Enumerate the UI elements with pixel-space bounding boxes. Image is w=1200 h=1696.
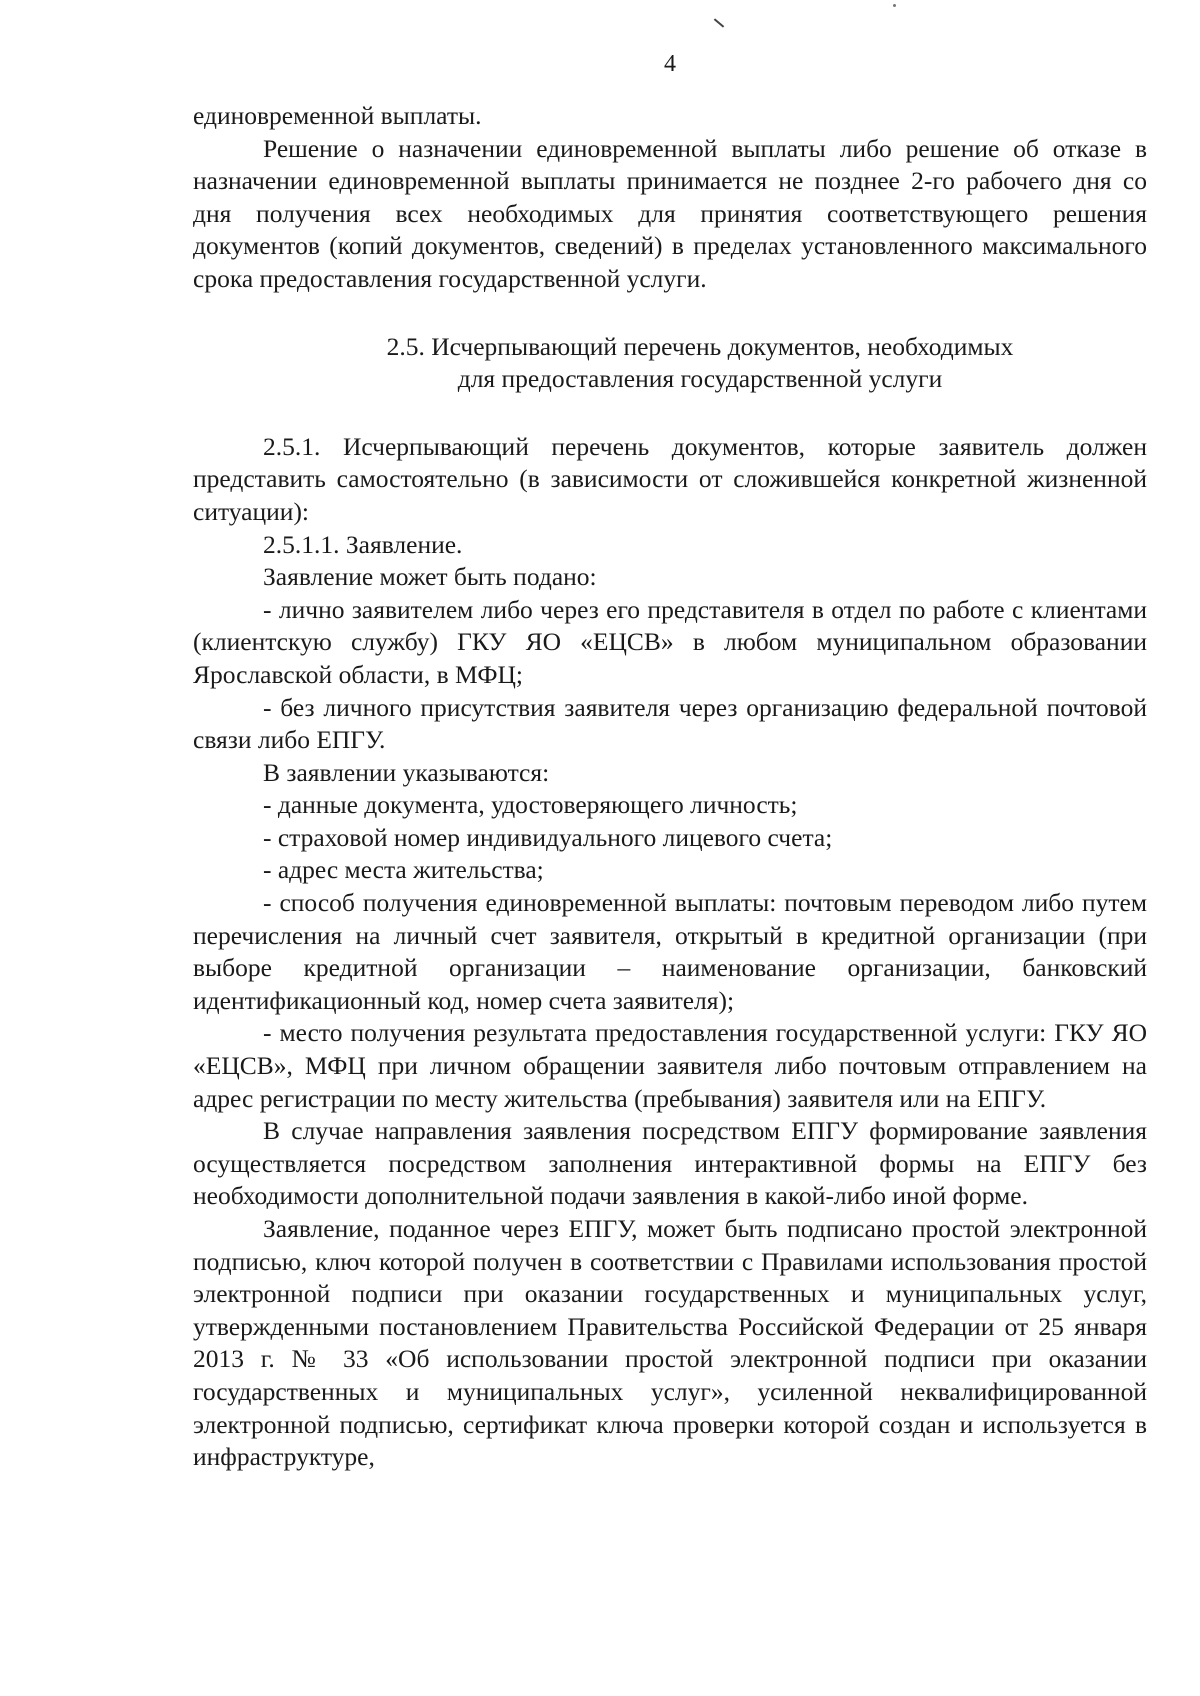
scan-artifact-mark <box>714 18 724 27</box>
paragraph-application-contents: В заявлении указываются: <box>263 757 550 787</box>
paragraph-electronic-signature: Заявление, поданное через ЕПГУ, может быть подписано простой электронной подписью, ключ которой получен в соответствии с Правилами использования простой электронной подписи при оказании государственных и муниципальных услуг, утвержденными постановлением Правительства Российской Федерации от 25 января 2013 г. № 33 «Об использовании простой электронной подписи при оказании государственных и муниципальных услуг», усиленной неквалифицированной электронной подписью, сертификат ключа проверки которой создан и используется в инфраструктуре, <box>193 1214 1147 1472</box>
list-item-in-person: - лично заявителем либо через его представителя в отдел по работе с клиентами (клиентскую службу) ГКУ ЯО «ЕЦСВ» в любом муниципальном образовании Ярославской области, в МФЦ; <box>193 594 1147 689</box>
scan-artifact-dot <box>893 4 896 7</box>
paragraph-2-5-1: 2.5.1. Исчерпывающий перечень документов, которые заявитель должен представить самостоятельно (в зависимости от сложившейся конкретной жизненной ситуации): <box>193 431 1147 526</box>
list-item-identity-document: - данные документа, удостоверяющего личность; <box>263 790 798 820</box>
list-item-remote: - без личного присутствия заявителя через организацию федеральной почтовой связи либо ЕПГУ. <box>193 692 1147 755</box>
list-item-payment-method: - способ получения единовременной выплаты: почтовым переводом либо путем перечисления на личный счет заявителя, открытый в кредитной организации (при выборе кредитной организации – наименование организации, банковский идентификационный код, номер счета заявителя); <box>193 888 1147 1015</box>
section-heading-line-2: для предоставления государственной услуги <box>457 364 943 394</box>
paragraph-epgu-submission: В случае направления заявления посредством ЕПГУ формирование заявления осуществляется посредством заполнения интерактивной формы на ЕПГУ без необходимости дополнительной подачи заявления в какой-либо иной форме. <box>193 1116 1147 1211</box>
document-body <box>193 100 1147 1474</box>
list-item-result-location: - место получения результата предоставления государственной услуги: ГКУ ЯО «ЕЦСВ», МФЦ при личном обращении заявителя либо почтовым отправлением на адрес регистрации по месту жительства (пребывания) заявителя или на ЕПГУ. <box>193 1018 1147 1113</box>
paragraph-decision-deadline: Решение о назначении единовременной выплаты либо решение об отказе в назначении единовременной выплаты принимается не позднее 2-го рабочего дня со дня получения всех необходимых для принятия соответствующего решения документов (копий документов, сведений) в пределах установленного максимального срока предоставления государственной услуги. <box>193 133 1147 293</box>
page-number: 4 <box>664 51 676 77</box>
list-item-snils: - страховой номер индивидуального лицевого счета; <box>263 822 833 852</box>
paragraph-submission-intro: Заявление может быть подано: <box>263 562 597 592</box>
paragraph-2-5-1-1: 2.5.1.1. Заявление. <box>263 529 463 559</box>
paragraph-continuation: единовременной выплаты. <box>193 101 482 130</box>
section-heading-line-1: 2.5. Исчерпывающий перечень документов, необходимых <box>386 331 1014 361</box>
list-item-address: - адрес места жительства; <box>263 855 544 885</box>
section-heading <box>193 331 1147 396</box>
